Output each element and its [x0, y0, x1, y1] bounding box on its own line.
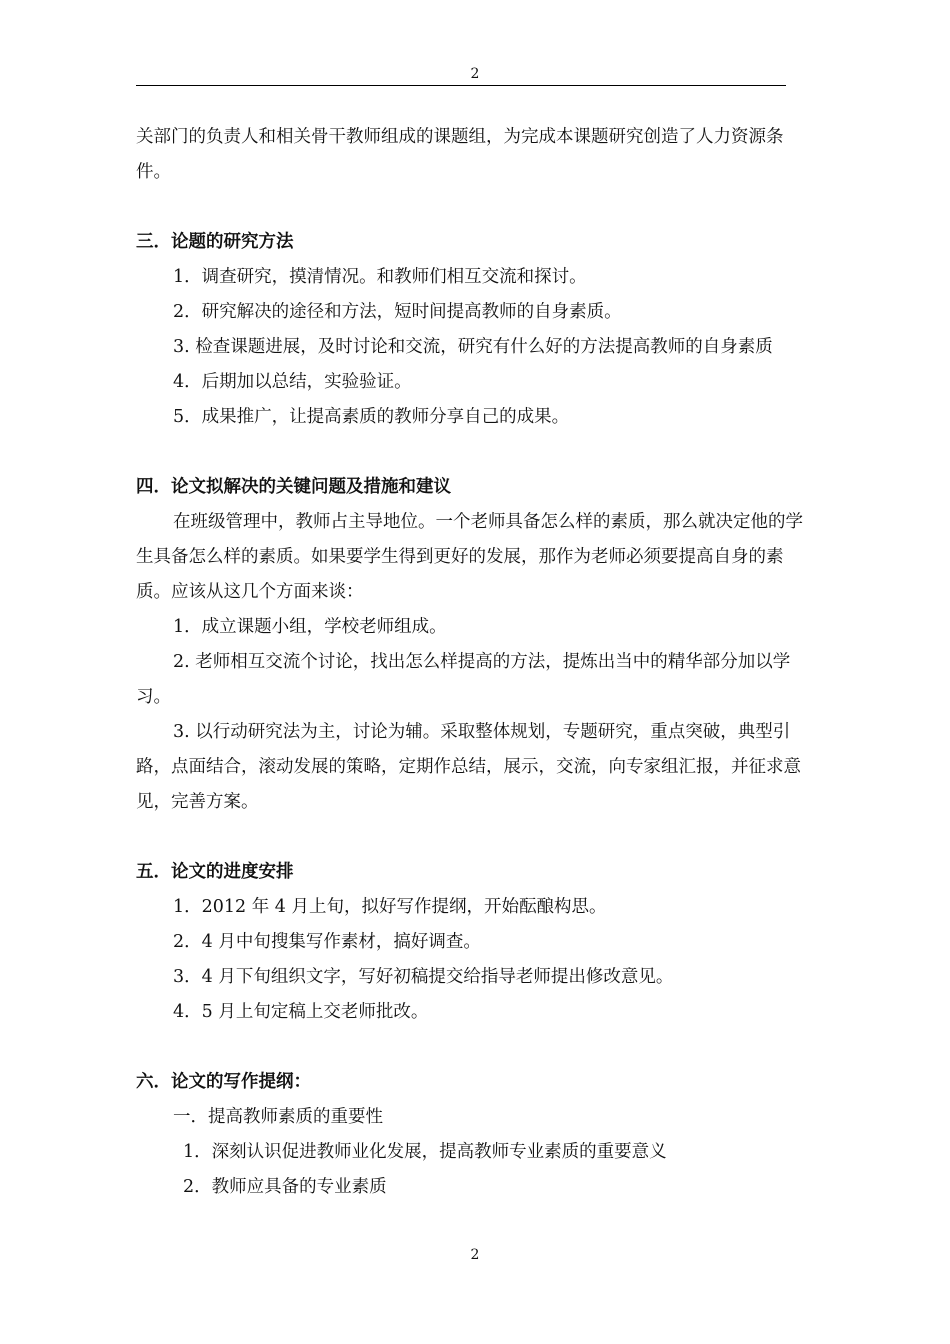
section4-heading: 四．论文拟解决的关键问题及措施和建议	[136, 477, 451, 497]
section4-paragraph: 在班级管理中，教师占主导地位。一个老师具备怎么样的素质，那么就决定他的学生具备怎么样的素质。如果要学生得到更好的发展，那作为老师必须要提高自身的素质。应该从这几个方面来谈：	[136, 512, 803, 602]
spacer	[136, 820, 816, 855]
document-body	[136, 120, 816, 1205]
footer-page-number: 2	[470, 1247, 480, 1263]
list-item: 4．后期加以总结，实验验证。	[173, 372, 412, 392]
spacer	[136, 1030, 816, 1065]
header-page-number: 2	[470, 66, 480, 82]
spacer	[136, 435, 816, 470]
list-item: 3. 检查课题进展，及时讨论和交流，研究有什么好的方法提高教师的自身素质	[173, 337, 773, 357]
spacer	[136, 190, 816, 225]
section6-heading: 六．论文的写作提纲：	[136, 1072, 311, 1092]
outline-title: 一．提高教师素质的重要性	[173, 1107, 383, 1127]
list-item: 2．4 月中旬搜集写作素材，搞好调查。	[173, 932, 481, 952]
intro-paragraph: 关部门的负责人和相关骨干教师组成的课题组，为完成本课题研究创造了人力资源条件。	[136, 127, 784, 182]
section5-heading: 五．论文的进度安排	[136, 862, 294, 882]
list-item: 3. 以行动研究法为主，讨论为辅。采取整体规划，专题研究，重点突破，典型引路，点面结合，滚动发展的策略，定期作总结，展示，交流，向专家组汇报，并征求意见，完善方案。	[136, 722, 801, 812]
list-item: 2．研究解决的途径和方法，短时间提高教师的自身素质。	[173, 302, 622, 322]
list-item: 2. 老师相互交流个讨论，找出怎么样提高的方法，提炼出当中的精华部分加以学习。	[136, 652, 791, 707]
header-rule	[136, 85, 786, 86]
list-item: 4．5 月上旬定稿上交老师批改。	[173, 1002, 429, 1022]
list-item: 2．教师应具备的专业素质	[183, 1177, 387, 1197]
list-item: 1．2012 年 4 月上旬，拟好写作提纲，开始酝酿构思。	[173, 897, 607, 917]
list-item: 1．深刻认识促进教师业化发展，提高教师专业素质的重要意义	[183, 1142, 667, 1162]
section3-heading: 三．论题的研究方法	[136, 232, 294, 252]
list-item: 1．成立课题小组，学校老师组成。	[173, 617, 447, 637]
list-item: 1．调查研究，摸清情况。和教师们相互交流和探讨。	[173, 267, 587, 287]
list-item: 3．4 月下旬组织文字，写好初稿提交给指导老师提出修改意见。	[173, 967, 674, 987]
list-item: 5．成果推广，让提高素质的教师分享自己的成果。	[173, 407, 570, 427]
